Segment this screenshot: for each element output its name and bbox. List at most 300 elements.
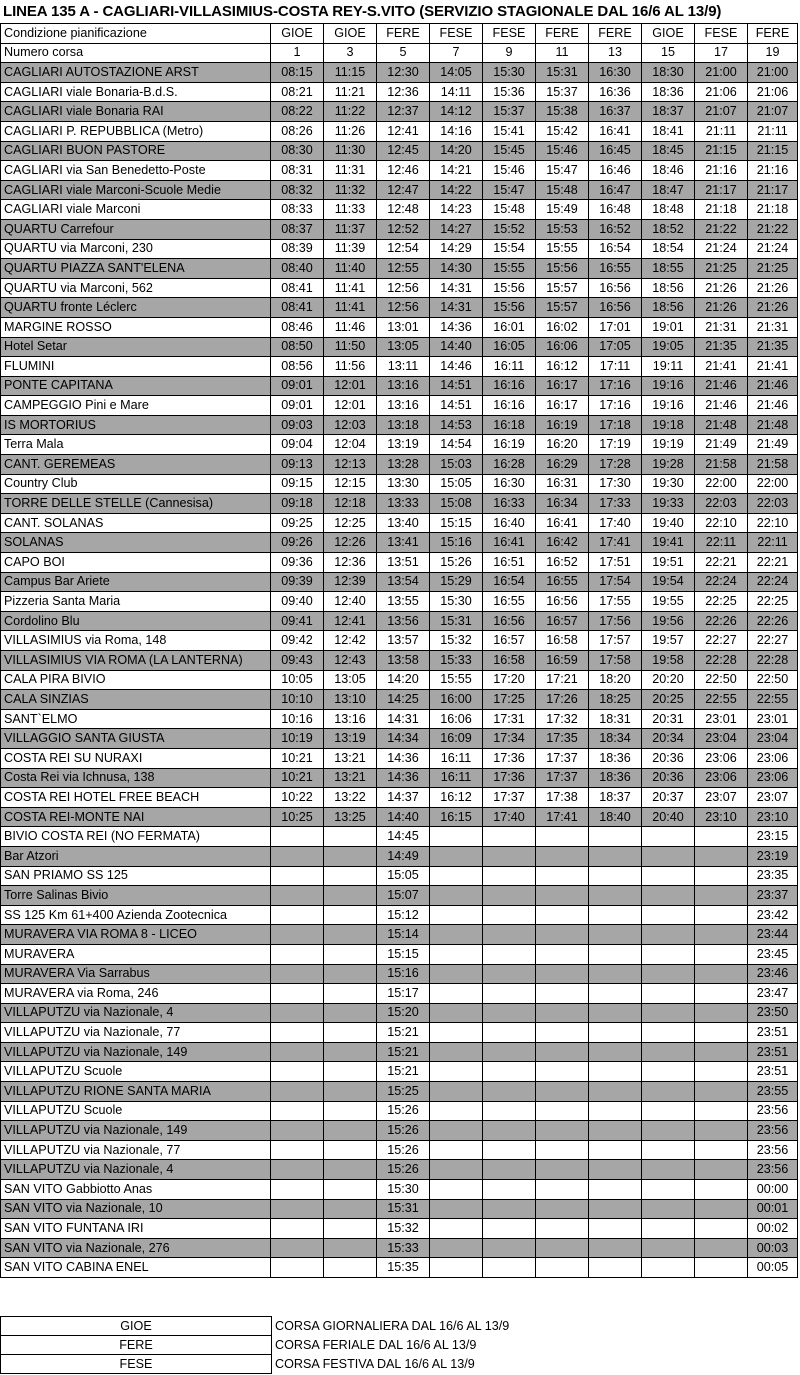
departure-time: 15:08 bbox=[430, 494, 483, 514]
departure-time bbox=[271, 1121, 324, 1141]
stop-name: Costa Rei via Ichnusa, 138 bbox=[1, 768, 271, 788]
departure-time: 17:40 bbox=[589, 513, 642, 533]
stop-name: SANT`ELMO bbox=[1, 709, 271, 729]
departure-time: 11:21 bbox=[324, 82, 377, 102]
header-cell: 15 bbox=[642, 43, 695, 63]
departure-time bbox=[642, 984, 695, 1004]
stop-name: VILLAPUTZU via Nazionale, 4 bbox=[1, 1003, 271, 1023]
departure-time: 23:01 bbox=[695, 709, 748, 729]
stop-name: VILLAPUTZU via Nazionale, 4 bbox=[1, 1160, 271, 1180]
departure-time: 23:37 bbox=[748, 886, 798, 906]
departure-time: 13:11 bbox=[377, 357, 430, 377]
departure-time: 22:28 bbox=[748, 651, 798, 671]
table-row bbox=[1, 396, 798, 416]
departure-time: 15:14 bbox=[377, 925, 430, 945]
departure-time: 23:44 bbox=[748, 925, 798, 945]
departure-time: 21:26 bbox=[695, 278, 748, 298]
departure-time bbox=[695, 1258, 748, 1278]
departure-time: 12:41 bbox=[377, 121, 430, 141]
departure-time: 14:53 bbox=[430, 415, 483, 435]
table-row bbox=[1, 768, 798, 788]
departure-time bbox=[536, 944, 589, 964]
table-row bbox=[1, 63, 798, 83]
departure-time bbox=[695, 1003, 748, 1023]
departure-time: 22:27 bbox=[695, 631, 748, 651]
departure-time bbox=[536, 846, 589, 866]
departure-time: 22:10 bbox=[695, 513, 748, 533]
departure-time: 11:39 bbox=[324, 239, 377, 259]
departure-time: 14:29 bbox=[430, 239, 483, 259]
departure-time: 14:36 bbox=[377, 748, 430, 768]
departure-time: 15:15 bbox=[377, 944, 430, 964]
departure-time bbox=[483, 1160, 536, 1180]
table-row bbox=[1, 533, 798, 553]
departure-time: 13:41 bbox=[377, 533, 430, 553]
stop-name: SAN VITO FUNTANA IRI bbox=[1, 1219, 271, 1239]
departure-time: 23:10 bbox=[695, 807, 748, 827]
table-row bbox=[1, 494, 798, 514]
departure-time: 16:20 bbox=[536, 435, 589, 455]
departure-time: 23:04 bbox=[748, 729, 798, 749]
departure-time: 10:21 bbox=[271, 748, 324, 768]
departure-time: 16:36 bbox=[589, 82, 642, 102]
departure-time: 16:52 bbox=[536, 553, 589, 573]
legend-description: CORSA FERIALE DAL 16/6 AL 13/9 bbox=[275, 1337, 477, 1352]
departure-time: 16:11 bbox=[430, 768, 483, 788]
departure-time: 12:55 bbox=[377, 259, 430, 279]
departure-time: 21:46 bbox=[695, 396, 748, 416]
departure-time bbox=[483, 1023, 536, 1043]
departure-time: 18:56 bbox=[642, 278, 695, 298]
departure-time: 23:56 bbox=[748, 1101, 798, 1121]
departure-time: 16:17 bbox=[536, 376, 589, 396]
departure-time bbox=[536, 1199, 589, 1219]
departure-time: 22:00 bbox=[748, 474, 798, 494]
stop-name: MURAVERA VIA ROMA 8 - LICEO bbox=[1, 925, 271, 945]
stop-name: CANT. GEREMEAS bbox=[1, 455, 271, 475]
departure-time bbox=[589, 1042, 642, 1062]
departure-time: 23:07 bbox=[695, 788, 748, 808]
departure-time bbox=[589, 846, 642, 866]
departure-time: 20:20 bbox=[642, 670, 695, 690]
departure-time bbox=[430, 964, 483, 984]
header-cell: 11 bbox=[536, 43, 589, 63]
departure-time: 23:45 bbox=[748, 944, 798, 964]
departure-time: 15:30 bbox=[430, 592, 483, 612]
header-cell: 3 bbox=[324, 43, 377, 63]
header-label: Numero corsa bbox=[1, 43, 271, 63]
table-row bbox=[1, 729, 798, 749]
table-row bbox=[1, 1042, 798, 1062]
departure-time: 13:40 bbox=[377, 513, 430, 533]
departure-time: 18:47 bbox=[642, 180, 695, 200]
departure-time bbox=[695, 1180, 748, 1200]
departure-time: 12:25 bbox=[324, 513, 377, 533]
departure-time bbox=[695, 1042, 748, 1062]
departure-time: 15:26 bbox=[377, 1121, 430, 1141]
departure-time: 12:01 bbox=[324, 396, 377, 416]
departure-time: 12:43 bbox=[324, 651, 377, 671]
departure-time bbox=[695, 964, 748, 984]
departure-time bbox=[483, 1199, 536, 1219]
departure-time: 14:40 bbox=[430, 337, 483, 357]
departure-time: 13:54 bbox=[377, 572, 430, 592]
departure-time: 17:55 bbox=[589, 592, 642, 612]
departure-time: 21:31 bbox=[748, 317, 798, 337]
departure-time: 09:42 bbox=[271, 631, 324, 651]
departure-time bbox=[642, 1082, 695, 1102]
departure-time bbox=[430, 1258, 483, 1278]
departure-time bbox=[536, 827, 589, 847]
departure-time: 18:46 bbox=[642, 161, 695, 181]
departure-time bbox=[271, 1082, 324, 1102]
departure-time bbox=[536, 1062, 589, 1082]
departure-time: 21:07 bbox=[695, 102, 748, 122]
table-row bbox=[1, 1121, 798, 1141]
stop-name: BIVIO COSTA REI (NO FERMATA) bbox=[1, 827, 271, 847]
departure-time bbox=[536, 1219, 589, 1239]
departure-time: 23:04 bbox=[695, 729, 748, 749]
departure-time: 15:36 bbox=[483, 82, 536, 102]
departure-time: 19:11 bbox=[642, 357, 695, 377]
departure-time: 16:19 bbox=[483, 435, 536, 455]
departure-time bbox=[430, 1180, 483, 1200]
departure-time: 16:55 bbox=[589, 259, 642, 279]
departure-time: 15:48 bbox=[536, 180, 589, 200]
header-cell: 17 bbox=[695, 43, 748, 63]
departure-time: 18:34 bbox=[589, 729, 642, 749]
departure-time bbox=[695, 1219, 748, 1239]
departure-time: 21:15 bbox=[695, 141, 748, 161]
departure-time bbox=[271, 1160, 324, 1180]
stop-name: Campus Bar Ariete bbox=[1, 572, 271, 592]
header-row-service-type bbox=[1, 24, 798, 44]
departure-time: 21:24 bbox=[695, 239, 748, 259]
departure-time: 21:00 bbox=[748, 63, 798, 83]
departure-time bbox=[430, 1160, 483, 1180]
departure-time: 13:55 bbox=[377, 592, 430, 612]
departure-time: 20:37 bbox=[642, 788, 695, 808]
departure-time bbox=[324, 984, 377, 1004]
departure-time: 18:48 bbox=[642, 200, 695, 220]
departure-time: 21:15 bbox=[748, 141, 798, 161]
departure-time: 11:30 bbox=[324, 141, 377, 161]
departure-time: 18:45 bbox=[642, 141, 695, 161]
departure-time bbox=[324, 1140, 377, 1160]
departure-time: 16:12 bbox=[430, 788, 483, 808]
departure-time: 16:05 bbox=[483, 337, 536, 357]
departure-time: 12:37 bbox=[377, 102, 430, 122]
table-row bbox=[1, 1082, 798, 1102]
departure-time: 12:40 bbox=[324, 592, 377, 612]
departure-time bbox=[695, 1023, 748, 1043]
departure-time bbox=[642, 1101, 695, 1121]
departure-time bbox=[430, 1101, 483, 1121]
departure-time: 15:21 bbox=[377, 1062, 430, 1082]
departure-time: 13:28 bbox=[377, 455, 430, 475]
departure-time bbox=[430, 1042, 483, 1062]
departure-time bbox=[642, 1003, 695, 1023]
departure-time: 19:56 bbox=[642, 611, 695, 631]
departure-time bbox=[695, 1160, 748, 1180]
table-row bbox=[1, 1101, 798, 1121]
departure-time: 12:46 bbox=[377, 161, 430, 181]
departure-time: 15:57 bbox=[536, 278, 589, 298]
departure-time: 23:46 bbox=[748, 964, 798, 984]
departure-time: 15:56 bbox=[483, 298, 536, 318]
table-row bbox=[1, 1140, 798, 1160]
departure-time: 13:21 bbox=[324, 748, 377, 768]
departure-time: 12:52 bbox=[377, 219, 430, 239]
departure-time bbox=[324, 866, 377, 886]
departure-time: 11:22 bbox=[324, 102, 377, 122]
departure-time: 15:54 bbox=[483, 239, 536, 259]
departure-time: 21:46 bbox=[748, 376, 798, 396]
departure-time: 15:46 bbox=[536, 141, 589, 161]
departure-time bbox=[589, 1003, 642, 1023]
departure-time bbox=[324, 1062, 377, 1082]
departure-time bbox=[430, 886, 483, 906]
stop-name: TORRE DELLE STELLE (Cannesisa) bbox=[1, 494, 271, 514]
stop-name: VILLAPUTZU via Nazionale, 149 bbox=[1, 1121, 271, 1141]
departure-time bbox=[642, 1062, 695, 1082]
departure-time bbox=[695, 905, 748, 925]
header-cell: GIOE bbox=[324, 24, 377, 44]
departure-time: 12:56 bbox=[377, 278, 430, 298]
departure-time: 13:10 bbox=[324, 690, 377, 710]
stop-name: FLUMINI bbox=[1, 357, 271, 377]
departure-time: 23:51 bbox=[748, 1023, 798, 1043]
departure-time: 17:19 bbox=[589, 435, 642, 455]
departure-time bbox=[695, 1140, 748, 1160]
departure-time bbox=[324, 964, 377, 984]
departure-time: 16:41 bbox=[589, 121, 642, 141]
departure-time: 21:06 bbox=[748, 82, 798, 102]
header-cell: FERE bbox=[536, 24, 589, 44]
departure-time: 16:11 bbox=[430, 748, 483, 768]
header-label: Condizione pianificazione bbox=[1, 24, 271, 44]
departure-time: 12:36 bbox=[324, 553, 377, 573]
departure-time: 08:39 bbox=[271, 239, 324, 259]
departure-time bbox=[483, 866, 536, 886]
departure-time bbox=[483, 1219, 536, 1239]
departure-time: 08:21 bbox=[271, 82, 324, 102]
departure-time: 19:55 bbox=[642, 592, 695, 612]
departure-time: 14:23 bbox=[430, 200, 483, 220]
departure-time bbox=[536, 886, 589, 906]
departure-time: 21:49 bbox=[695, 435, 748, 455]
departure-time: 15:31 bbox=[430, 611, 483, 631]
table-row bbox=[1, 964, 798, 984]
departure-time: 18:37 bbox=[589, 788, 642, 808]
departure-time: 12:45 bbox=[377, 141, 430, 161]
header-cell: GIOE bbox=[271, 24, 324, 44]
departure-time bbox=[642, 1140, 695, 1160]
departure-time: 19:57 bbox=[642, 631, 695, 651]
departure-time: 15:47 bbox=[483, 180, 536, 200]
departure-time: 15:47 bbox=[536, 161, 589, 181]
departure-time: 21:16 bbox=[748, 161, 798, 181]
departure-time bbox=[483, 1180, 536, 1200]
departure-time: 19:41 bbox=[642, 533, 695, 553]
departure-time: 21:35 bbox=[695, 337, 748, 357]
stop-name: VILLAPUTZU Scuole bbox=[1, 1101, 271, 1121]
departure-time: 18:20 bbox=[589, 670, 642, 690]
departure-time bbox=[589, 1238, 642, 1258]
departure-time bbox=[695, 984, 748, 1004]
departure-time: 11:40 bbox=[324, 259, 377, 279]
departure-time: 19:28 bbox=[642, 455, 695, 475]
departure-time bbox=[483, 886, 536, 906]
departure-time: 16:45 bbox=[589, 141, 642, 161]
departure-time bbox=[324, 1082, 377, 1102]
header-cell: FESE bbox=[430, 24, 483, 44]
departure-time: 17:01 bbox=[589, 317, 642, 337]
departure-time: 17:21 bbox=[536, 670, 589, 690]
table-row bbox=[1, 651, 798, 671]
stop-name: CAGLIARI viale Bonaria-B.d.S. bbox=[1, 82, 271, 102]
departure-time: 13:16 bbox=[377, 396, 430, 416]
departure-time: 17:41 bbox=[536, 807, 589, 827]
departure-time bbox=[536, 905, 589, 925]
departure-time bbox=[536, 1101, 589, 1121]
departure-time: 23:15 bbox=[748, 827, 798, 847]
departure-time bbox=[271, 905, 324, 925]
departure-time: 21:31 bbox=[695, 317, 748, 337]
departure-time: 14:27 bbox=[430, 219, 483, 239]
departure-time: 21:58 bbox=[748, 455, 798, 475]
departure-time: 16:51 bbox=[483, 553, 536, 573]
departure-time bbox=[324, 1199, 377, 1219]
departure-time: 14:12 bbox=[430, 102, 483, 122]
departure-time: 21:00 bbox=[695, 63, 748, 83]
departure-time bbox=[430, 905, 483, 925]
departure-time bbox=[536, 964, 589, 984]
departure-time bbox=[589, 1258, 642, 1278]
departure-time: 08:50 bbox=[271, 337, 324, 357]
departure-time bbox=[430, 1199, 483, 1219]
departure-time: 21:18 bbox=[748, 200, 798, 220]
departure-time bbox=[430, 1140, 483, 1160]
departure-time: 15:26 bbox=[377, 1160, 430, 1180]
departure-time: 15:55 bbox=[483, 259, 536, 279]
departure-time: 22:24 bbox=[748, 572, 798, 592]
departure-time: 23:50 bbox=[748, 1003, 798, 1023]
departure-time: 21:24 bbox=[748, 239, 798, 259]
table-row bbox=[1, 376, 798, 396]
departure-time: 17:36 bbox=[483, 748, 536, 768]
departure-time bbox=[536, 866, 589, 886]
departure-time bbox=[483, 1082, 536, 1102]
header-cell: FESE bbox=[695, 24, 748, 44]
departure-time: 16:30 bbox=[589, 63, 642, 83]
departure-time: 09:41 bbox=[271, 611, 324, 631]
departure-time bbox=[271, 944, 324, 964]
table-row bbox=[1, 690, 798, 710]
departure-time: 18:25 bbox=[589, 690, 642, 710]
departure-time bbox=[271, 846, 324, 866]
departure-time bbox=[324, 1180, 377, 1200]
departure-time: 09:36 bbox=[271, 553, 324, 573]
departure-time bbox=[642, 846, 695, 866]
table-row bbox=[1, 984, 798, 1004]
departure-time: 13:19 bbox=[377, 435, 430, 455]
departure-time bbox=[695, 944, 748, 964]
departure-time: 08:41 bbox=[271, 298, 324, 318]
departure-time bbox=[589, 1082, 642, 1102]
table-row bbox=[1, 592, 798, 612]
departure-time: 16:54 bbox=[589, 239, 642, 259]
departure-time bbox=[324, 1238, 377, 1258]
departure-time bbox=[695, 1121, 748, 1141]
departure-time: 23:06 bbox=[695, 748, 748, 768]
departure-time: 16:58 bbox=[483, 651, 536, 671]
departure-time bbox=[483, 1062, 536, 1082]
departure-time: 21:58 bbox=[695, 455, 748, 475]
departure-time bbox=[483, 964, 536, 984]
departure-time: 08:56 bbox=[271, 357, 324, 377]
departure-time bbox=[271, 1258, 324, 1278]
departure-time: 16:12 bbox=[536, 357, 589, 377]
departure-time: 14:40 bbox=[377, 807, 430, 827]
departure-time: 14:45 bbox=[377, 827, 430, 847]
departure-time bbox=[483, 1238, 536, 1258]
departure-time: 09:04 bbox=[271, 435, 324, 455]
departure-time: 08:46 bbox=[271, 317, 324, 337]
header-cell: 13 bbox=[589, 43, 642, 63]
legend-table bbox=[0, 1316, 797, 1374]
departure-time bbox=[642, 1219, 695, 1239]
stop-name: IS MORTORIUS bbox=[1, 415, 271, 435]
departure-time: 16:06 bbox=[430, 709, 483, 729]
departure-time: 22:25 bbox=[695, 592, 748, 612]
departure-time: 18:37 bbox=[642, 102, 695, 122]
stop-name: VILLAPUTZU via Nazionale, 77 bbox=[1, 1140, 271, 1160]
departure-time: 15:16 bbox=[377, 964, 430, 984]
header-cell: FERE bbox=[377, 24, 430, 44]
departure-time: 22:10 bbox=[748, 513, 798, 533]
departure-time: 09:18 bbox=[271, 494, 324, 514]
table-row bbox=[1, 553, 798, 573]
departure-time: 22:25 bbox=[748, 592, 798, 612]
departure-time bbox=[483, 1258, 536, 1278]
departure-time: 21:16 bbox=[695, 161, 748, 181]
departure-time: 15:31 bbox=[536, 63, 589, 83]
departure-time bbox=[695, 846, 748, 866]
departure-time: 12:30 bbox=[377, 63, 430, 83]
departure-time: 21:17 bbox=[695, 180, 748, 200]
departure-time bbox=[642, 1199, 695, 1219]
departure-time bbox=[483, 1101, 536, 1121]
departure-time: 00:05 bbox=[748, 1258, 798, 1278]
table-row bbox=[1, 219, 798, 239]
departure-time: 11:33 bbox=[324, 200, 377, 220]
departure-time: 14:20 bbox=[377, 670, 430, 690]
table-row bbox=[1, 788, 798, 808]
departure-time bbox=[324, 1042, 377, 1062]
departure-time: 14:22 bbox=[430, 180, 483, 200]
departure-time: 17:16 bbox=[589, 376, 642, 396]
departure-time: 21:49 bbox=[748, 435, 798, 455]
departure-time: 16:55 bbox=[536, 572, 589, 592]
departure-time bbox=[324, 905, 377, 925]
table-row bbox=[1, 474, 798, 494]
departure-time: 15:05 bbox=[377, 866, 430, 886]
departure-time: 14:36 bbox=[430, 317, 483, 337]
departure-time bbox=[536, 925, 589, 945]
departure-time bbox=[642, 964, 695, 984]
departure-time: 19:01 bbox=[642, 317, 695, 337]
